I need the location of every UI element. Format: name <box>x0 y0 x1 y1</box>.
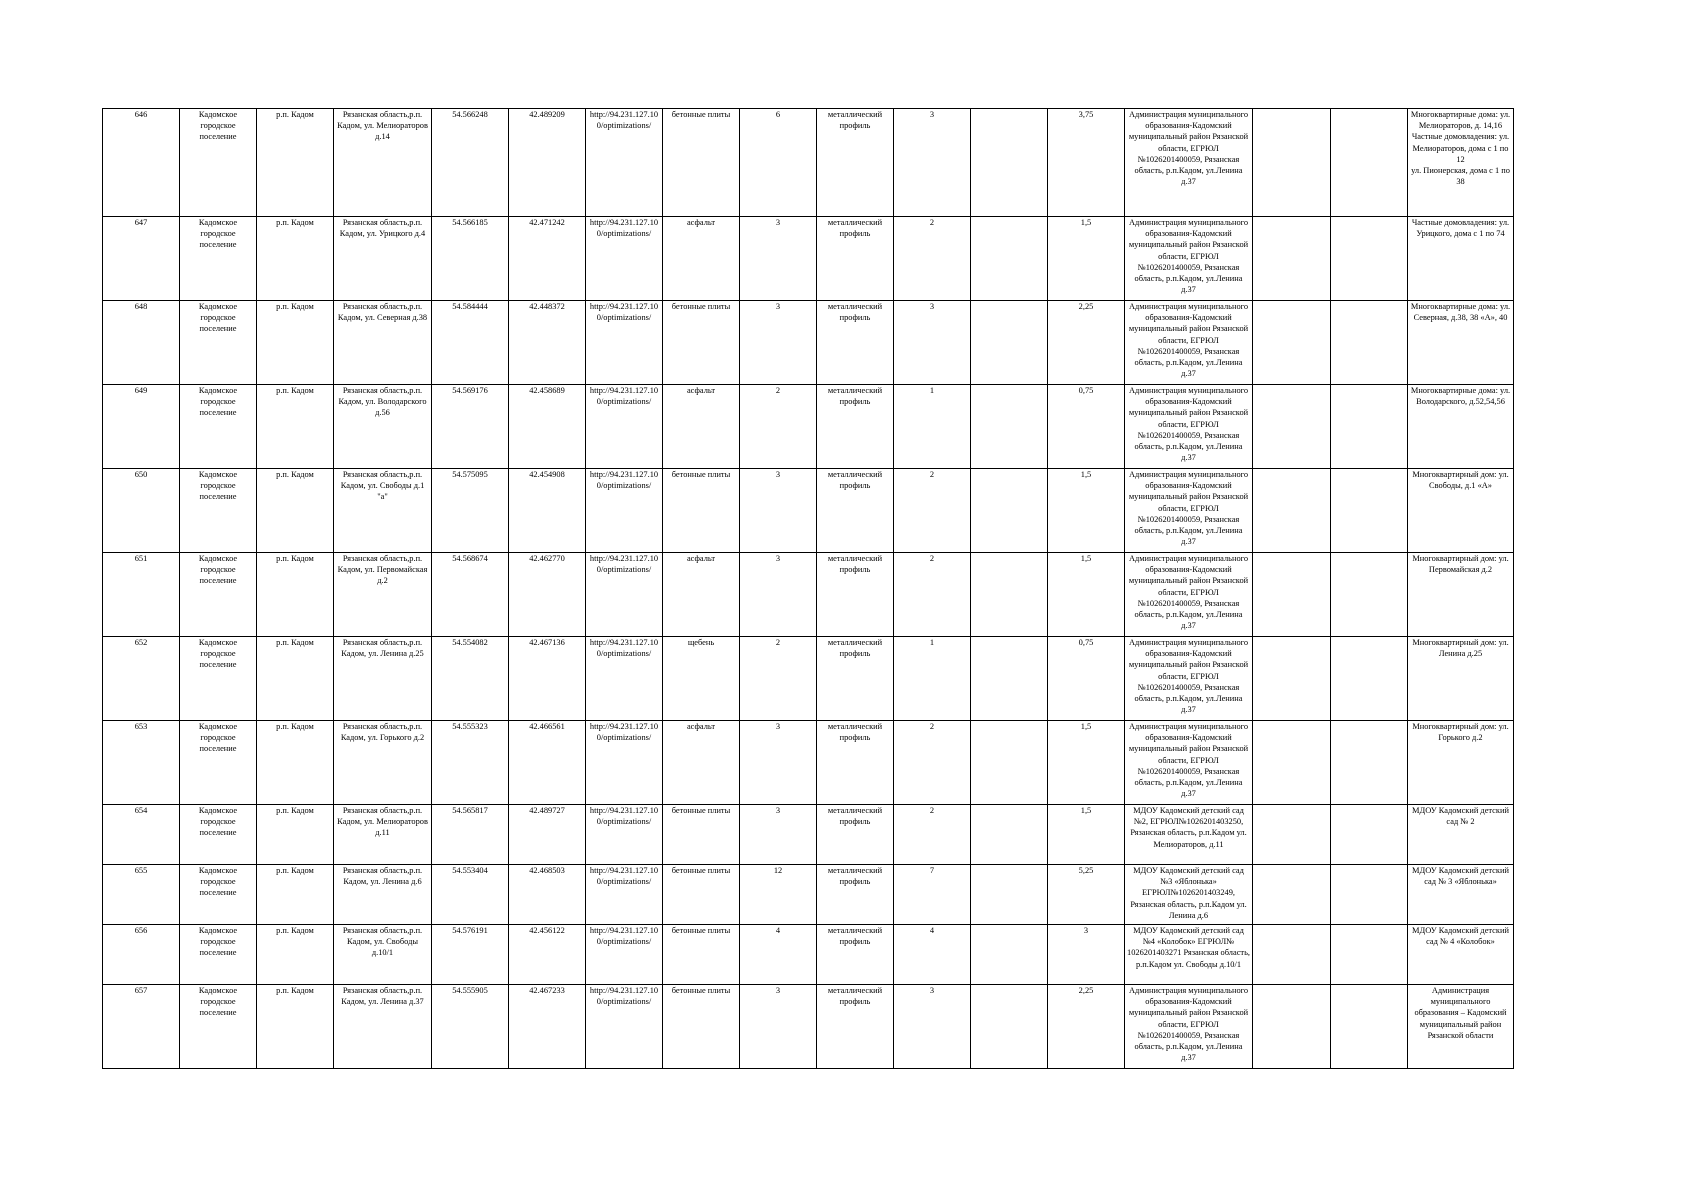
latitude-cell: 54.554082 <box>432 637 509 721</box>
surface-cell: щебень <box>663 637 740 721</box>
address-cell: Рязанская область,р.п. Кадом, ул. Мелиораторов д.11 <box>334 805 432 865</box>
longitude-cell: 42.456122 <box>509 925 586 985</box>
containers-cell: 2 <box>894 217 971 301</box>
map-link-cell: http://94.231.127.100/optimizations/ <box>586 469 663 553</box>
locality-cell: р.п. Кадом <box>257 469 334 553</box>
address-cell: Рязанская область,р.п. Кадом, ул. Ленина д.6 <box>334 865 432 925</box>
row-number: 648 <box>103 301 180 385</box>
row-number: 646 <box>103 109 180 217</box>
address-cell: Рязанская область,р.п. Кадом, ул. Первомайская д.2 <box>334 553 432 637</box>
address-cell: Рязанская область,р.п. Кадом, ул. Ленина д.37 <box>334 985 432 1069</box>
latitude-cell: 54.555323 <box>432 721 509 805</box>
volume-cell: 5,25 <box>1048 865 1125 925</box>
map-link-cell: http://94.231.127.100/optimizations/ <box>586 985 663 1069</box>
longitude-cell: 42.448372 <box>509 301 586 385</box>
waste-sources-cell: Многоквартирные дома: ул. Мелиораторов, д. 14,16 Частные домовладения: ул. Мелиораторов, дома с 1 по 12 ул. Пионерская, дома с 1 по 38 <box>1408 109 1514 217</box>
latitude-cell: 54.566248 <box>432 109 509 217</box>
fence-cell: металлический профиль <box>817 925 894 985</box>
empty-cell <box>971 925 1048 985</box>
map-link-cell: http://94.231.127.100/optimizations/ <box>586 553 663 637</box>
row-number: 656 <box>103 925 180 985</box>
map-link-cell: http://94.231.127.100/optimizations/ <box>586 109 663 217</box>
empty-cell <box>971 865 1048 925</box>
surface-cell: бетонные плиты <box>663 301 740 385</box>
table-body <box>103 109 1514 1069</box>
surface-cell: бетонные плиты <box>663 109 740 217</box>
area-cell: 4 <box>740 925 817 985</box>
area-cell: 2 <box>740 637 817 721</box>
locality-cell: р.п. Кадом <box>257 385 334 469</box>
empty-cell <box>1331 385 1408 469</box>
area-cell: 3 <box>740 985 817 1069</box>
empty-cell <box>1331 721 1408 805</box>
owner-cell: Администрация муниципального образования-Кадомский муниципальный район Рязанской области, ЕГРЮЛ №1026201400059, Рязанская область, р.п.Кадом, ул.Ленина д.37 <box>1125 217 1253 301</box>
longitude-cell: 42.468503 <box>509 865 586 925</box>
volume-cell: 0,75 <box>1048 385 1125 469</box>
waste-sources-cell: Многоквартирный дом: ул. Первомайская д.2 <box>1408 553 1514 637</box>
containers-cell: 2 <box>894 805 971 865</box>
longitude-cell: 42.489209 <box>509 109 586 217</box>
latitude-cell: 54.575095 <box>432 469 509 553</box>
settlement-cell: Кадомское городское поселение <box>180 217 257 301</box>
surface-cell: асфальт <box>663 385 740 469</box>
volume-cell: 1,5 <box>1048 805 1125 865</box>
surface-cell: бетонные плиты <box>663 925 740 985</box>
waste-sources-cell: Многоквартирные дома: ул. Володарского, д.52,54,56 <box>1408 385 1514 469</box>
settlement-cell: Кадомское городское поселение <box>180 109 257 217</box>
empty-cell <box>1253 805 1331 865</box>
settlement-cell: Кадомское городское поселение <box>180 925 257 985</box>
row-number: 653 <box>103 721 180 805</box>
waste-sources-cell: МДОУ Кадомский детский сад № 4 «Колобок» <box>1408 925 1514 985</box>
volume-cell: 1,5 <box>1048 469 1125 553</box>
empty-cell <box>1253 865 1331 925</box>
row-number: 649 <box>103 385 180 469</box>
settlement-cell: Кадомское городское поселение <box>180 301 257 385</box>
row-number: 651 <box>103 553 180 637</box>
containers-cell: 1 <box>894 385 971 469</box>
row-number: 655 <box>103 865 180 925</box>
table-row <box>103 385 1514 469</box>
containers-cell: 3 <box>894 301 971 385</box>
empty-cell <box>1253 985 1331 1069</box>
empty-cell <box>971 301 1048 385</box>
table-row <box>103 301 1514 385</box>
fence-cell: металлический профиль <box>817 109 894 217</box>
settlement-cell: Кадомское городское поселение <box>180 469 257 553</box>
waste-sources-cell: Многоквартирный дом: ул. Горького д.2 <box>1408 721 1514 805</box>
table-row <box>103 217 1514 301</box>
owner-cell: Администрация муниципального образования-Кадомский муниципальный район Рязанской области, ЕГРЮЛ №1026201400059, Рязанская область, р.п.Кадом, ул.Ленина д.37 <box>1125 985 1253 1069</box>
empty-cell <box>1253 637 1331 721</box>
empty-cell <box>971 985 1048 1069</box>
area-cell: 3 <box>740 217 817 301</box>
empty-cell <box>1253 469 1331 553</box>
waste-sources-cell: Частные домовладения: ул. Урицкого, дома с 1 по 74 <box>1408 217 1514 301</box>
locality-cell: р.п. Кадом <box>257 865 334 925</box>
volume-cell: 1,5 <box>1048 721 1125 805</box>
empty-cell <box>1331 637 1408 721</box>
settlement-cell: Кадомское городское поселение <box>180 385 257 469</box>
row-number: 652 <box>103 637 180 721</box>
area-cell: 3 <box>740 469 817 553</box>
longitude-cell: 42.471242 <box>509 217 586 301</box>
longitude-cell: 42.454908 <box>509 469 586 553</box>
fence-cell: металлический профиль <box>817 301 894 385</box>
waste-sources-cell: Многоквартирный дом: ул. Свободы, д.1 «А» <box>1408 469 1514 553</box>
empty-cell <box>1253 217 1331 301</box>
empty-cell <box>971 109 1048 217</box>
longitude-cell: 42.462770 <box>509 553 586 637</box>
empty-cell <box>971 721 1048 805</box>
row-number: 647 <box>103 217 180 301</box>
map-link-cell: http://94.231.127.100/optimizations/ <box>586 925 663 985</box>
surface-cell: бетонные плиты <box>663 805 740 865</box>
fence-cell: металлический профиль <box>817 721 894 805</box>
locality-cell: р.п. Кадом <box>257 109 334 217</box>
latitude-cell: 54.566185 <box>432 217 509 301</box>
latitude-cell: 54.553404 <box>432 865 509 925</box>
map-link-cell: http://94.231.127.100/optimizations/ <box>586 721 663 805</box>
table-row <box>103 985 1514 1069</box>
fence-cell: металлический профиль <box>817 637 894 721</box>
table-row <box>103 865 1514 925</box>
latitude-cell: 54.565817 <box>432 805 509 865</box>
empty-cell <box>1253 385 1331 469</box>
latitude-cell: 54.568674 <box>432 553 509 637</box>
area-cell: 6 <box>740 109 817 217</box>
map-link-cell: http://94.231.127.100/optimizations/ <box>586 865 663 925</box>
row-number: 654 <box>103 805 180 865</box>
surface-cell: асфальт <box>663 553 740 637</box>
empty-cell <box>971 805 1048 865</box>
empty-cell <box>1331 985 1408 1069</box>
locality-cell: р.п. Кадом <box>257 301 334 385</box>
row-number: 650 <box>103 469 180 553</box>
containers-cell: 4 <box>894 925 971 985</box>
surface-cell: асфальт <box>663 217 740 301</box>
address-cell: Рязанская область,р.п. Кадом, ул. Свободы д.10/1 <box>334 925 432 985</box>
volume-cell: 1,5 <box>1048 553 1125 637</box>
volume-cell: 3 <box>1048 925 1125 985</box>
waste-sites-table <box>102 108 1514 1069</box>
map-link-cell: http://94.231.127.100/optimizations/ <box>586 637 663 721</box>
map-link-cell: http://94.231.127.100/optimizations/ <box>586 217 663 301</box>
settlement-cell: Кадомское городское поселение <box>180 865 257 925</box>
fence-cell: металлический профиль <box>817 385 894 469</box>
area-cell: 3 <box>740 805 817 865</box>
address-cell: Рязанская область,р.п. Кадом, ул. Мелиораторов д.14 <box>334 109 432 217</box>
empty-cell <box>1253 301 1331 385</box>
latitude-cell: 54.584444 <box>432 301 509 385</box>
containers-cell: 2 <box>894 721 971 805</box>
containers-cell: 3 <box>894 109 971 217</box>
address-cell: Рязанская область,р.п. Кадом, ул. Ленина д.25 <box>334 637 432 721</box>
empty-cell <box>1331 109 1408 217</box>
volume-cell: 2,25 <box>1048 985 1125 1069</box>
waste-sources-cell: Многоквартирный дом: ул. Ленина д.25 <box>1408 637 1514 721</box>
map-link-cell: http://94.231.127.100/optimizations/ <box>586 301 663 385</box>
table-row <box>103 469 1514 553</box>
fence-cell: металлический профиль <box>817 553 894 637</box>
address-cell: Рязанская область,р.п. Кадом, ул. Горького д.2 <box>334 721 432 805</box>
empty-cell <box>971 385 1048 469</box>
containers-cell: 1 <box>894 637 971 721</box>
owner-cell: Администрация муниципального образования-Кадомский муниципальный район Рязанской области, ЕГРЮЛ №1026201400059, Рязанская область, р.п.Кадом, ул.Ленина д.37 <box>1125 109 1253 217</box>
containers-cell: 3 <box>894 985 971 1069</box>
empty-cell <box>971 469 1048 553</box>
settlement-cell: Кадомское городское поселение <box>180 721 257 805</box>
empty-cell <box>1253 721 1331 805</box>
map-link-cell: http://94.231.127.100/optimizations/ <box>586 805 663 865</box>
area-cell: 12 <box>740 865 817 925</box>
containers-cell: 7 <box>894 865 971 925</box>
owner-cell: Администрация муниципального образования-Кадомский муниципальный район Рязанской области, ЕГРЮЛ №1026201400059, Рязанская область, р.п.Кадом, ул.Ленина д.37 <box>1125 553 1253 637</box>
table-row <box>103 637 1514 721</box>
surface-cell: бетонные плиты <box>663 469 740 553</box>
waste-sources-cell: МДОУ Кадомский детский сад № 2 <box>1408 805 1514 865</box>
owner-cell: Администрация муниципального образования-Кадомский муниципальный район Рязанской области, ЕГРЮЛ №1026201400059, Рязанская область, р.п.Кадом, ул.Ленина д.37 <box>1125 721 1253 805</box>
empty-cell <box>971 637 1048 721</box>
waste-sources-cell: МДОУ Кадомский детский сад № 3 «Яблонька» <box>1408 865 1514 925</box>
fence-cell: металлический профиль <box>817 805 894 865</box>
locality-cell: р.п. Кадом <box>257 553 334 637</box>
row-number: 657 <box>103 985 180 1069</box>
address-cell: Рязанская область,р.п. Кадом, ул. Свободы д.1 "а" <box>334 469 432 553</box>
containers-cell: 2 <box>894 553 971 637</box>
empty-cell <box>971 553 1048 637</box>
address-cell: Рязанская область,р.п. Кадом, ул. Северная д.38 <box>334 301 432 385</box>
waste-sources-cell: Администрация муниципального образования – Кадомский муниципальный район Рязанской области <box>1408 985 1514 1069</box>
table-row <box>103 805 1514 865</box>
owner-cell: МДОУ Кадомский детский сад №4 «Колобок» ЕГРЮЛ№ 1026201403271 Рязанская область, р.п.Кадом ул. Свободы д.10/1 <box>1125 925 1253 985</box>
settlement-cell: Кадомское городское поселение <box>180 985 257 1069</box>
area-cell: 3 <box>740 721 817 805</box>
latitude-cell: 54.569176 <box>432 385 509 469</box>
locality-cell: р.п. Кадом <box>257 805 334 865</box>
empty-cell <box>1331 301 1408 385</box>
empty-cell <box>1331 553 1408 637</box>
longitude-cell: 42.467136 <box>509 637 586 721</box>
containers-cell: 2 <box>894 469 971 553</box>
fence-cell: металлический профиль <box>817 985 894 1069</box>
latitude-cell: 54.576191 <box>432 925 509 985</box>
empty-cell <box>1253 109 1331 217</box>
surface-cell: асфальт <box>663 721 740 805</box>
locality-cell: р.п. Кадом <box>257 985 334 1069</box>
volume-cell: 3,75 <box>1048 109 1125 217</box>
address-cell: Рязанская область,р.п. Кадом, ул. Володарского д.56 <box>334 385 432 469</box>
settlement-cell: Кадомское городское поселение <box>180 553 257 637</box>
owner-cell: Администрация муниципального образования-Кадомский муниципальный район Рязанской области, ЕГРЮЛ №1026201400059, Рязанская область, р.п.Кадом, ул.Ленина д.37 <box>1125 385 1253 469</box>
fence-cell: металлический профиль <box>817 469 894 553</box>
owner-cell: Администрация муниципального образования-Кадомский муниципальный район Рязанской области, ЕГРЮЛ №1026201400059, Рязанская область, р.п.Кадом, ул.Ленина д.37 <box>1125 637 1253 721</box>
owner-cell: Администрация муниципального образования-Кадомский муниципальный район Рязанской области, ЕГРЮЛ №1026201400059, Рязанская область, р.п.Кадом, ул.Ленина д.37 <box>1125 469 1253 553</box>
table-row <box>103 721 1514 805</box>
table-row <box>103 109 1514 217</box>
settlement-cell: Кадомское городское поселение <box>180 637 257 721</box>
owner-cell: МДОУ Кадомский детский сад №3 «Яблонька» ЕГРЮЛ№1026201403249, Рязанская область, р.п.Кадом ул. Ленина д.6 <box>1125 865 1253 925</box>
empty-cell <box>971 217 1048 301</box>
table-row <box>103 553 1514 637</box>
locality-cell: р.п. Кадом <box>257 925 334 985</box>
empty-cell <box>1253 925 1331 985</box>
fence-cell: металлический профиль <box>817 865 894 925</box>
address-cell: Рязанская область,р.п. Кадом, ул. Урицкого д.4 <box>334 217 432 301</box>
surface-cell: бетонные плиты <box>663 865 740 925</box>
empty-cell <box>1331 925 1408 985</box>
empty-cell <box>1253 553 1331 637</box>
owner-cell: Администрация муниципального образования-Кадомский муниципальный район Рязанской области, ЕГРЮЛ №1026201400059, Рязанская область, р.п.Кадом, ул.Ленина д.37 <box>1125 301 1253 385</box>
volume-cell: 2,25 <box>1048 301 1125 385</box>
longitude-cell: 42.458689 <box>509 385 586 469</box>
empty-cell <box>1331 469 1408 553</box>
empty-cell <box>1331 865 1408 925</box>
volume-cell: 1,5 <box>1048 217 1125 301</box>
locality-cell: р.п. Кадом <box>257 637 334 721</box>
waste-sources-cell: Многоквартирные дома: ул. Северная, д.38, 38 «А», 40 <box>1408 301 1514 385</box>
table-row <box>103 925 1514 985</box>
longitude-cell: 42.467233 <box>509 985 586 1069</box>
fence-cell: металлический профиль <box>817 217 894 301</box>
empty-cell <box>1331 805 1408 865</box>
map-link-cell: http://94.231.127.100/optimizations/ <box>586 385 663 469</box>
locality-cell: р.п. Кадом <box>257 217 334 301</box>
area-cell: 3 <box>740 553 817 637</box>
owner-cell: МДОУ Кадомский детский сад №2, ЕГРЮЛ№1026201403250, Рязанская область, р.п.Кадом ул. Мелиораторов, д.11 <box>1125 805 1253 865</box>
settlement-cell: Кадомское городское поселение <box>180 805 257 865</box>
volume-cell: 0,75 <box>1048 637 1125 721</box>
latitude-cell: 54.555905 <box>432 985 509 1069</box>
locality-cell: р.п. Кадом <box>257 721 334 805</box>
area-cell: 2 <box>740 385 817 469</box>
longitude-cell: 42.466561 <box>509 721 586 805</box>
empty-cell <box>1331 217 1408 301</box>
surface-cell: бетонные плиты <box>663 985 740 1069</box>
longitude-cell: 42.489727 <box>509 805 586 865</box>
area-cell: 3 <box>740 301 817 385</box>
